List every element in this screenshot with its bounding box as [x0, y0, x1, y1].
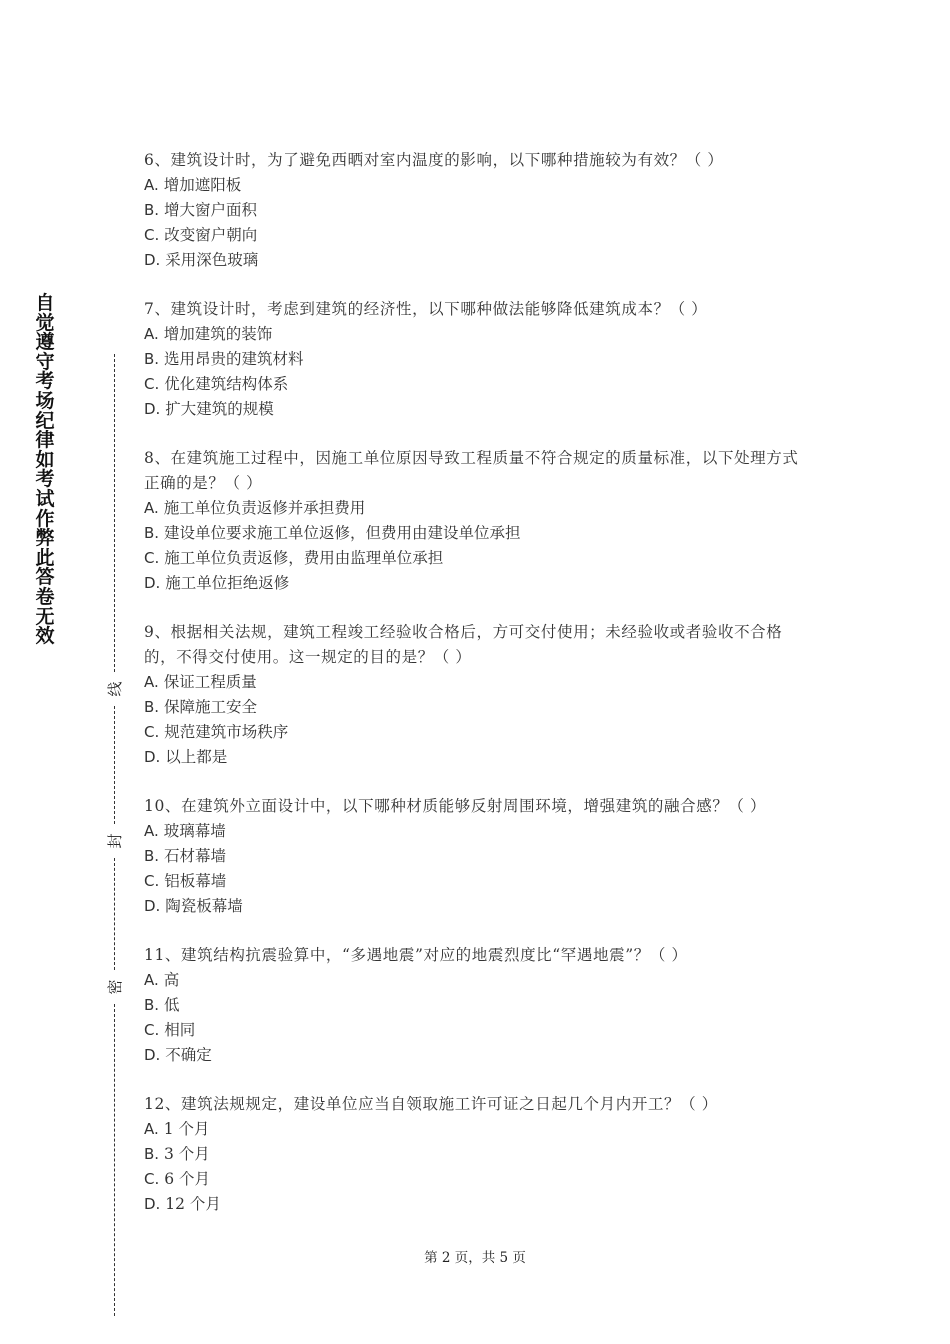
question-8 [144, 446, 814, 596]
option-text: 优化建筑结构体系 [164, 375, 289, 393]
option-b[interactable] [144, 198, 814, 223]
option-d[interactable] [144, 894, 814, 919]
option-letter: D. [144, 400, 161, 418]
option-letter: B. [144, 524, 160, 542]
option-c[interactable] [144, 1018, 814, 1043]
option-d[interactable] [144, 397, 814, 422]
binding-line-segment [114, 706, 115, 824]
option-letter: C. [144, 226, 160, 244]
option-letter: A. [144, 971, 159, 989]
question-stem: 8、在建筑施工过程中，因施工单位原因导致工程质量不符合规定的质量标准，以下处理方式正确的是？（ ） [144, 449, 799, 492]
option-letter: B. [144, 1145, 160, 1163]
option-b[interactable] [144, 695, 814, 720]
option-c[interactable] [144, 720, 814, 745]
option-text: 增加遮阳板 [163, 176, 242, 194]
option-text: 选用昂贵的建筑材料 [164, 350, 304, 368]
binding-line-segment [114, 1004, 115, 1316]
option-text: 不确定 [165, 1046, 212, 1064]
option-b[interactable] [144, 521, 814, 546]
option-b[interactable] [144, 1142, 814, 1167]
option-text: 保障施工安全 [164, 698, 258, 716]
question-6 [144, 148, 814, 273]
option-letter: D. [144, 251, 161, 269]
option-text: 低 [164, 996, 180, 1014]
option-d[interactable] [144, 1192, 814, 1217]
option-text: 玻璃幕墙 [163, 822, 226, 840]
option-letter: C. [144, 549, 160, 567]
option-letter: A. [144, 325, 159, 343]
option-letter: A. [144, 176, 159, 194]
option-text: 6 个月 [164, 1170, 210, 1188]
option-letter: C. [144, 723, 160, 741]
question-11 [144, 943, 814, 1068]
question-9 [144, 620, 814, 770]
option-letter: B. [144, 201, 160, 219]
option-letter: C. [144, 1170, 160, 1188]
option-c[interactable] [144, 1167, 814, 1192]
option-a[interactable] [144, 1117, 814, 1142]
exam-discipline-notice: 自觉遵守考场纪律如考试作弊此答卷无效 [35, 292, 55, 648]
option-letter: A. [144, 1120, 159, 1138]
option-d[interactable] [144, 745, 814, 770]
option-text: 扩大建筑的规模 [165, 400, 274, 418]
option-b[interactable] [144, 993, 814, 1018]
question-list [144, 148, 814, 1241]
option-letter: B. [144, 350, 160, 368]
option-d[interactable] [144, 1043, 814, 1068]
option-letter: D. [144, 897, 161, 915]
option-letter: C. [144, 872, 160, 890]
option-text: 规范建筑市场秩序 [164, 723, 289, 741]
binding-mark-secret: 密 [106, 979, 124, 995]
option-text: 陶瓷板幕墙 [165, 897, 243, 915]
question-10 [144, 794, 814, 919]
option-text: 保证工程质量 [163, 673, 257, 691]
option-text: 石材幕墙 [164, 847, 227, 865]
option-text: 施工单位拒绝返修 [165, 574, 290, 592]
option-text: 施工单位负责返修并承担费用 [163, 499, 366, 517]
option-letter: A. [144, 822, 159, 840]
option-a[interactable] [144, 322, 814, 347]
option-c[interactable] [144, 372, 814, 397]
option-a[interactable] [144, 819, 814, 844]
option-d[interactable] [144, 571, 814, 596]
binding-mark-line: 线 [106, 681, 124, 697]
option-letter: D. [144, 748, 161, 766]
option-letter: C. [144, 1021, 160, 1039]
page-number-footer: 第 2 页，共 5 页 [424, 1250, 526, 1266]
option-text: 相同 [164, 1021, 196, 1039]
option-text: 施工单位负责返修，费用由监理单位承担 [164, 549, 444, 567]
option-text: 增加建筑的装饰 [163, 325, 273, 343]
option-letter: D. [144, 1046, 161, 1064]
question-stem: 11、建筑结构抗震验算中，“多遇地震”对应的地震烈度比“罕遇地震”？（ ） [144, 946, 688, 964]
option-c[interactable] [144, 869, 814, 894]
binding-line-segment [114, 858, 115, 970]
question-7 [144, 297, 814, 422]
option-letter: B. [144, 847, 160, 865]
option-letter: A. [144, 499, 159, 517]
option-text: 高 [163, 971, 180, 989]
option-text: 1 个月 [163, 1120, 210, 1138]
question-stem: 9、根据相关法规，建筑工程竣工经验收合格后，方可交付使用；未经验收或者验收不合格的，不得交付使用。这一规定的目的是？（ ） [144, 623, 783, 666]
option-a[interactable] [144, 670, 814, 695]
option-text: 改变窗户朝向 [164, 226, 258, 244]
option-b[interactable] [144, 844, 814, 869]
option-b[interactable] [144, 347, 814, 372]
option-text: 建设单位要求施工单位返修，但费用由建设单位承担 [164, 524, 521, 542]
option-letter: A. [144, 673, 159, 691]
question-stem: 7、建筑设计时，考虑到建筑的经济性，以下哪种做法能够降低建筑成本？（ ） [144, 300, 708, 318]
option-a[interactable] [144, 173, 814, 198]
question-stem: 10、在建筑外立面设计中，以下哪种材质能够反射周围环境，增强建筑的融合感？（ ） [144, 797, 767, 815]
option-text: 3 个月 [164, 1145, 210, 1163]
option-letter: B. [144, 996, 160, 1014]
option-text: 铝板幕墙 [164, 872, 227, 890]
option-text: 12 个月 [165, 1195, 221, 1213]
option-letter: D. [144, 574, 161, 592]
option-letter: D. [144, 1195, 161, 1213]
option-c[interactable] [144, 223, 814, 248]
option-text: 以上都是 [165, 748, 228, 766]
option-a[interactable] [144, 496, 814, 521]
option-text: 增大窗户面积 [164, 201, 258, 219]
option-d[interactable] [144, 248, 814, 273]
binding-line-segment [114, 354, 115, 672]
question-stem: 12、建筑法规规定，建设单位应当自领取施工许可证之日起几个月内开工？（ ） [144, 1095, 718, 1113]
question-12 [144, 1092, 814, 1217]
option-letter: B. [144, 698, 160, 716]
option-a[interactable] [144, 968, 814, 993]
binding-mark-seal: 封 [106, 833, 124, 849]
option-letter: C. [144, 375, 160, 393]
option-c[interactable] [144, 546, 814, 571]
question-stem: 6、建筑设计时，为了避免西晒对室内温度的影响，以下哪种措施较为有效？（ ） [144, 151, 724, 169]
option-text: 采用深色玻璃 [165, 251, 259, 269]
